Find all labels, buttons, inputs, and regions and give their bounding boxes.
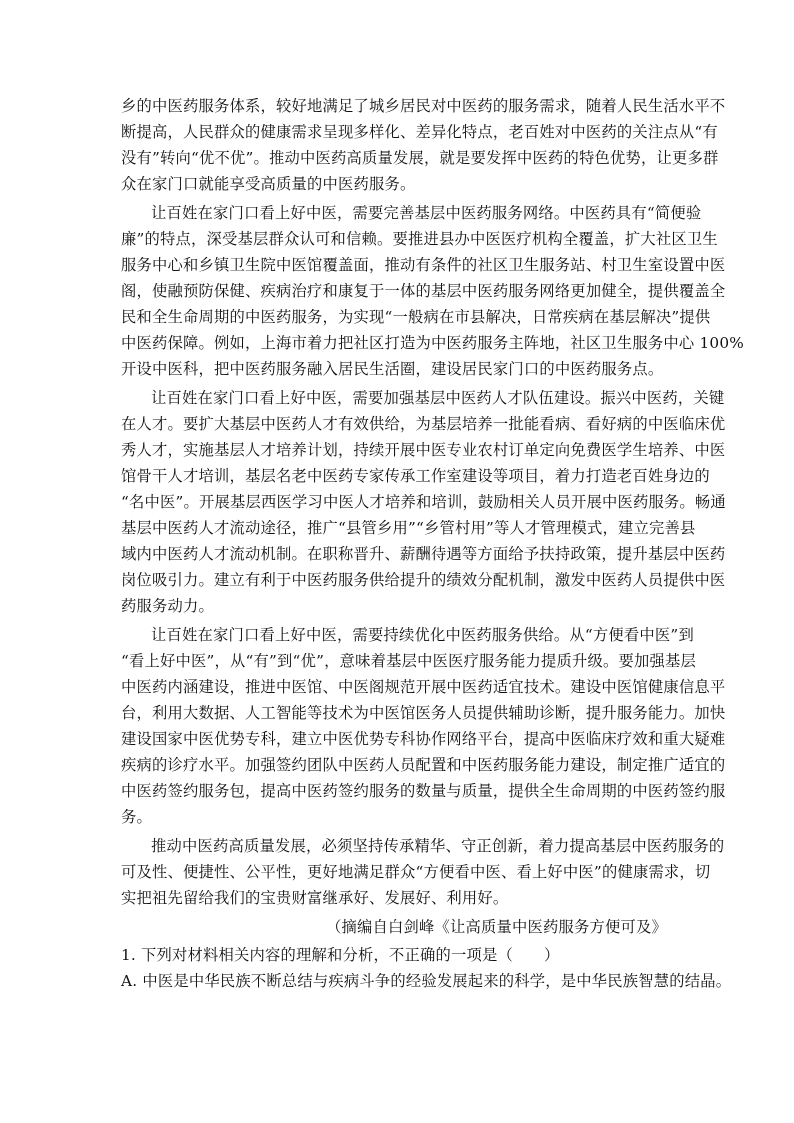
text-line: 中医药签约服务包，提高中医药签约服务的数量与质量，提供全生命周期的中医药签约服 xyxy=(121,782,726,800)
text-line: 廉”的特点，深受基层群众认可和信赖。要推进县办中医医疗机构全覆盖，扩大社区卫生 xyxy=(121,230,718,248)
text-line: 基层中医药人才流动途径，推广“县管乡用”“乡管村用”等人才管理模式，建立完善县 xyxy=(121,519,696,537)
option-a: A. 中医是中华民族不断总结与疾病斗争的经验发展起来的科学，是中华民族智慧的结晶。 xyxy=(121,972,732,990)
text-line: 开设中医科，把中医药服务融入居民生活圈，建设居民家门口的中医药服务点。 xyxy=(121,360,664,378)
text-line: 可及性、便捷性、公平性，更好地满足群众“方便看中医、看上好中医”的健康需求，切 xyxy=(121,863,711,881)
text-line: 乡的中医药服务体系，较好地满足了城乡居民对中医药的服务需求，随着人民生活水平不 xyxy=(121,97,726,115)
text-line: 在人才。要扩大基层中医药人才有效供给，为基层培养一批能看病、看好病的中医临床优 xyxy=(121,415,726,433)
paragraph-start-line: 推动中医药高质量发展，必须坚持传承精华、守正创新，着力提高基层中医药服务的 xyxy=(151,837,725,855)
text-line: “看上好中医”，从“有”到“优”，意味着基层中医医疗服务能力提质升级。要加强基层 xyxy=(121,652,697,670)
text-line: 疾病的诊疗水平。加强签约团队中医药人员配置和中医药服务能力建设，制定推广适宜的 xyxy=(121,756,726,774)
text-line: 服务中心和乡镇卫生院中医馆覆盖面，推动有条件的社区卫生服务站、村卫生室设置中医 xyxy=(121,256,726,274)
text-line: 中医药内涵建设，推进中医馆、中医阁规范开展中医药适宜技术。建设中医馆健康信息平 xyxy=(121,678,726,696)
text-line: 馆骨干人才培训，基层名老中医药专家传承工作室建设等项目，着力打造老百姓身边的 xyxy=(121,467,710,485)
text-line: 阁，使融预防保健、疾病治疗和康复于一体的基层中医药服务网络更加健全，提供覆盖全 xyxy=(121,282,726,300)
text-line: 药服务动力。 xyxy=(121,597,214,615)
text-line: “名中医”。开展基层西医学习中医人才培养和培训，鼓励相关人员开展中医药服务。畅通 xyxy=(121,493,726,511)
text-line: 断提高，人民群众的健康需求呈现多样化、差异化特点，老百姓对中医药的关注点从“有 xyxy=(121,123,718,141)
paragraph-start-line: 让百姓在家门口看上好中医，需要加强基层中医药人才队伍建设。振兴中医药，关键 xyxy=(151,389,725,407)
paragraph-start-line: 让百姓在家门口看上好中医，需要完善基层中医药服务网络。中医药具有“简便验 xyxy=(151,204,702,222)
paragraph-start-line: 让百姓在家门口看上好中医，需要持续优化中医药服务供给。从“方便看中医”到 xyxy=(151,626,694,644)
text-line: 民和全生命周期的中医药服务，为实现“一般病在市县解决，日常疾病在基层解决”提供 xyxy=(121,308,711,326)
text-line: 务。 xyxy=(121,808,152,826)
text-line: 建设国家中医优势专科，建立中医优势专科协作网络平台，提高中医临床疗效和重大疑难 xyxy=(121,730,726,748)
text-line: 域内中医药人才流动机制。在职称晋升、薪酬待遇等方面给予扶持政策，提升基层中医药 xyxy=(121,545,726,563)
source-citation: （摘编自白剑峰《让高质量中医药服务方便可及》 xyxy=(326,918,667,936)
text-line: 没有”转向“优不优”。推动中医药高质量发展，就是要发挥中医药的特色优势，让更多群 xyxy=(121,149,719,167)
text-line: 秀人才，实施基层人才培养计划，持续开展中医专业农村订单定向免费医学生培养、中医 xyxy=(121,441,726,459)
text-line: 岗位吸引力。建立有利于中医药服务供给提升的绩效分配机制，激发中医药人员提供中医 xyxy=(121,571,726,589)
text-line: 众在家门口就能享受高质量的中医药服务。 xyxy=(121,175,416,193)
question-stem: 1. 下列对材料相关内容的理解和分析，不正确的一项是（ ） xyxy=(121,946,560,964)
text-line: 中医药保障。例如，上海市着力把社区打造为中医药服务主阵地，社区卫生服务中心 100% xyxy=(121,334,744,352)
text-line: 实把祖先留给我们的宝贵财富继承好、发展好、利用好。 xyxy=(121,889,509,907)
text-line: 台，利用大数据、人工智能等技术为中医馆医务人员提供辅助诊断，提升服务能力。加快 xyxy=(121,704,726,722)
